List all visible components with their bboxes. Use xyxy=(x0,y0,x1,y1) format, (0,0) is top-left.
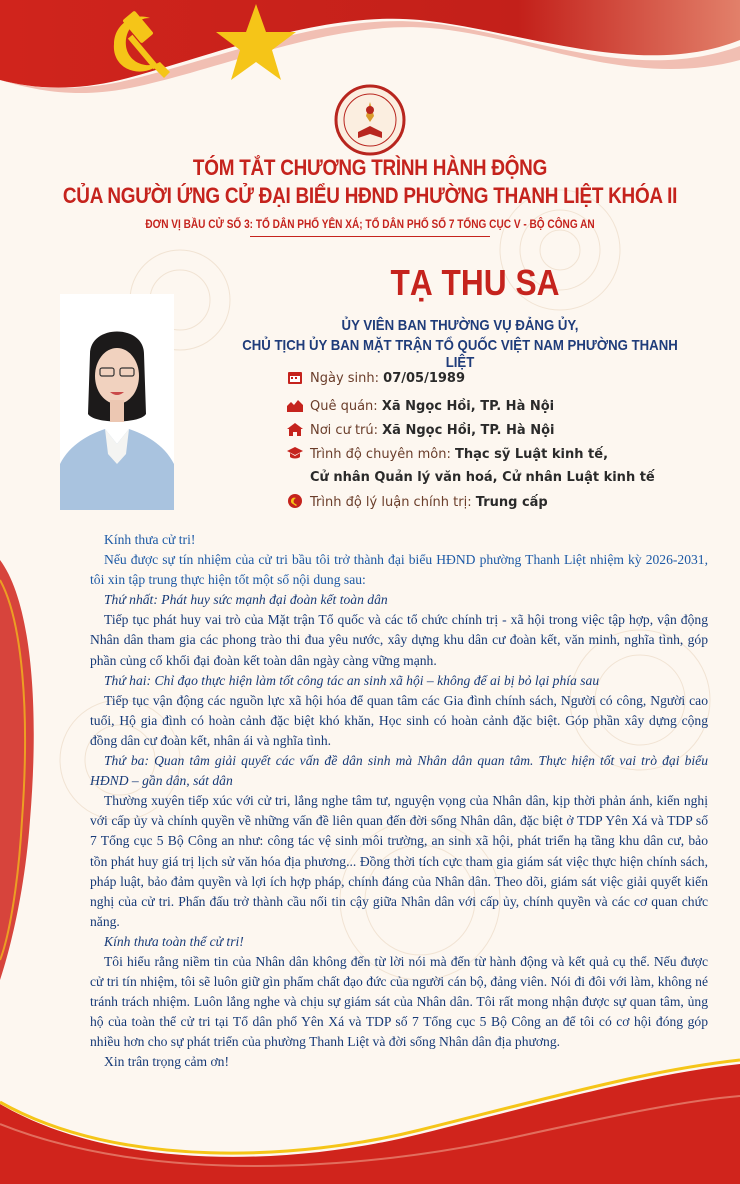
candidate-role-line-1: ỦY VIÊN BAN THƯỜNG VỤ ĐẢNG ỦY, xyxy=(341,317,579,334)
intro-paragraph: Nếu được sự tín nhiệm của cử tri bầu tôi trở thành đại biểu HĐND phường Thanh Liệt nhiệm kỳ 2026-2031, tôi xin tập trung thực hiện tốt một số nội dung sau: xyxy=(90,552,708,588)
title-line-1: TÓM TẮT CHƯƠNG TRÌNH HÀNH ĐỘNG xyxy=(192,155,548,180)
greeting-2: Kính thưa toàn thể cử tri! xyxy=(104,933,244,949)
info-education: Trình độ chuyên môn: Thạc sỹ Luật kinh tế, xyxy=(286,446,608,462)
left-red-ribbon xyxy=(0,560,60,980)
calendar-icon xyxy=(286,370,304,384)
thank-you-line: Xin trân trọng cảm ơn! xyxy=(104,1054,229,1070)
section-2-text: Tiếp tục vận động các nguồn lực xã hội hóa để quan tâm các Gia đình chính sách, Người có công, Người cao tuổi, Hộ gia đình có hoàn cảnh đặc biệt khó khăn, Học sinh có hoàn cảnh đặc biệt. Góp phần xây dựng cộng đồng dân cư đoàn kết, nhân ái và nghĩa tình. xyxy=(90,692,708,748)
gold-star xyxy=(214,2,298,82)
house-group-icon xyxy=(286,398,304,412)
section-2-title: Thứ hai: Chỉ đạo thực hiện làm tốt công tác an sinh xã hội – không để ai bị bỏ lại phía sau xyxy=(104,672,600,688)
section-1-title: Thứ nhất: Phát huy sức mạnh đại đoàn kết toàn dân xyxy=(104,592,388,608)
greeting: Kính thưa cử tri! xyxy=(104,532,196,547)
section-1-text: Tiếp tục phát huy vai trò của Mặt trận Tổ quốc và các tổ chức chính trị - xã hội trong việc tập hợp, vận động Nhân dân tham gia các phong trào thi đua yêu nước, xây dựng khu dân cư đoàn kết, văn minh, nghĩa tình, góp phần củng cố khối đại đoàn kết toàn dân ngày càng vững mạnh. xyxy=(90,612,708,668)
hammer-sickle-emblem xyxy=(100,4,190,82)
candidate-name: TẠ THU SA xyxy=(390,262,560,303)
info-political-theory: Trình độ lý luận chính trị: Trung cấp xyxy=(286,494,548,510)
candidate-role-line-2: CHỦ TỊCH ỦY BAN MẶT TRẬN TỔ QUỐC VIỆT NAM PHƯỜNG THANH LIỆT xyxy=(242,337,678,371)
info-education-cont: Cử nhân Quản lý văn hoá, Cử nhân Luật kinh tế xyxy=(310,470,655,485)
ward-seal-logo xyxy=(330,82,410,158)
closing-paragraph: Tôi hiểu rằng niềm tin của Nhân dân không đến từ lời nói mà đến từ hành động và kết quả cụ thể. Nếu được cử tri tín nhiệm, tôi sẽ luôn giữ gìn phẩm chất đạo đức của người cán bộ, đảng viên. Nói đi đôi với làm, không né tránh trách nhiệm. Luôn lắng nghe và chịu sự giám sát của Nhân dân. Tôi rất mong nhận được sự quan tâm, ủng hộ của toàn thể cử tri tại Tổ dân phố Yên Xá và TDP số 7 Tổng cục 5 Bộ Công an để tôi có cơ hội đóng góp nhiều hơn cho sự phát triển của phường Thanh Liệt và đời sống Nhân dân địa phương. xyxy=(90,953,708,1050)
constituency-subtitle: ĐƠN VỊ BẦU CỬ SỐ 3: TỔ DÂN PHỐ YÊN XÁ; TỔ DÂN PHỐ SỐ 7 TỔNG CỤC V - BỘ CÔNG AN xyxy=(145,217,595,231)
section-3-title: Thứ ba: Quan tâm giải quyết các vấn đề dân sinh mà Nhân dân quan tâm. Thực hiện tốt vai trò đại biểu HĐND – gần dân, sát dân xyxy=(90,753,708,789)
title-line-2: CỦA NGƯỜI ỨNG CỬ ĐẠI BIỂU HĐND PHƯỜNG THANH LIỆT KHÓA II xyxy=(62,183,678,208)
hammer-sickle-icon xyxy=(286,494,304,508)
action-program-text xyxy=(90,530,708,1073)
header-divider xyxy=(250,236,490,237)
home-icon xyxy=(286,422,304,436)
graduation-cap-icon xyxy=(286,446,304,460)
section-3-text: Thường xuyên tiếp xúc với cử tri, lắng nghe tâm tư, nguyện vọng của Nhân dân, kịp thời phản ánh, kiến nghị với cấp ủy và chính quyền về những vấn đề liên quan đến đời sống Nhân dân, đặc biệt ở TDP Yên Xá và TDP số 7 Tổng cục 5 Bộ Công an như: công tác vệ sinh môi trường, an sinh xã hội, phát triển hạ tầng khu dân cư, bảo tồn phát huy giá trị lịch sử văn hóa địa phương... Đồng thời tích cực tham gia giám sát việc thực hiện chính sách, pháp luật, bảo đảm quyền và lợi ích hợp pháp, chính đáng của Nhân dân. Theo dõi, giám sát việc giải quyết kiến nghị của cử tri. Phấn đấu trở thành cầu nối tin cậy giữa Nhân dân với cấp ủy, chính quyền và các cơ quan chức năng. xyxy=(90,793,708,929)
info-birthdate: Ngày sinh: 07/05/1989 xyxy=(286,370,465,386)
info-residence: Nơi cư trú: Xã Ngọc Hồi, TP. Hà Nội xyxy=(286,422,554,438)
info-hometown: Quê quán: Xã Ngọc Hồi, TP. Hà Nội xyxy=(286,398,554,414)
candidate-portrait xyxy=(60,294,174,510)
